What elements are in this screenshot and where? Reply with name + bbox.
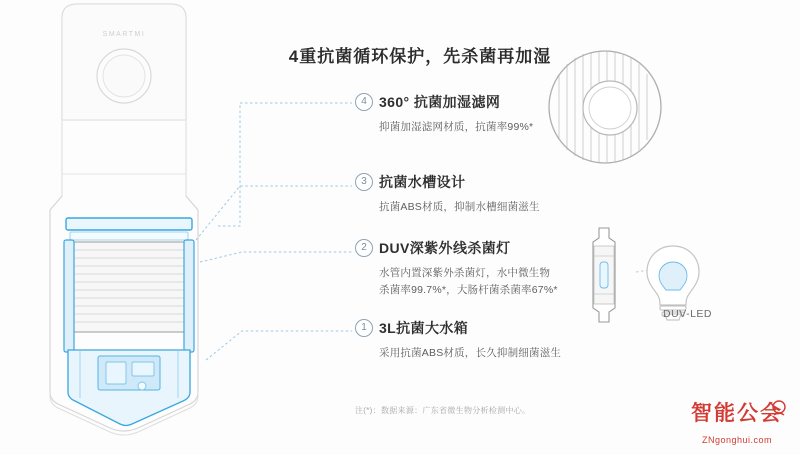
humidifier-filter-detail-icon	[540, 42, 670, 172]
duv-lamp-detail-icon	[585, 222, 765, 357]
watermark	[682, 395, 792, 447]
callout-description: 抑菌加湿滤网材质，抗菌率99%*	[379, 121, 534, 133]
callout-number: 3	[355, 173, 373, 191]
watermark-url: ZNgonghui.com	[701, 435, 773, 445]
callout-number: 2	[355, 239, 373, 257]
duv-led-label: DUV-LED	[663, 308, 713, 320]
callout-heading: 3L抗菌大水箱	[379, 320, 469, 336]
svg-text:SMARTMI: SMARTMI	[102, 31, 146, 38]
callout-number: 4	[355, 93, 373, 111]
callout-description: 采用抗菌ABS材质，长久抑制细菌滋生	[379, 347, 562, 359]
callout-heading: 抗菌水槽设计	[379, 174, 466, 190]
callout-description: 抗菌ABS材质，抑制水槽细菌滋生	[379, 201, 540, 213]
callout-heading: 360° 抗菌加湿滤网	[379, 94, 501, 110]
callout-number: 1	[355, 319, 373, 337]
footnote-text: 注(*)：数据来源：广东省微生物分析检测中心。	[355, 406, 531, 415]
page-title: 4重抗菌循环保护，先杀菌再加湿	[288, 47, 552, 66]
callout-description: 水管内置深紫外杀菌灯，水中微生物 杀菌率99.7%*，大肠杆菌杀菌率67%*	[379, 267, 558, 296]
watermark-brand: 智能公会	[691, 402, 783, 425]
callout-item-3	[355, 172, 655, 216]
callout-heading: DUV深紫外线杀菌灯	[379, 240, 511, 256]
